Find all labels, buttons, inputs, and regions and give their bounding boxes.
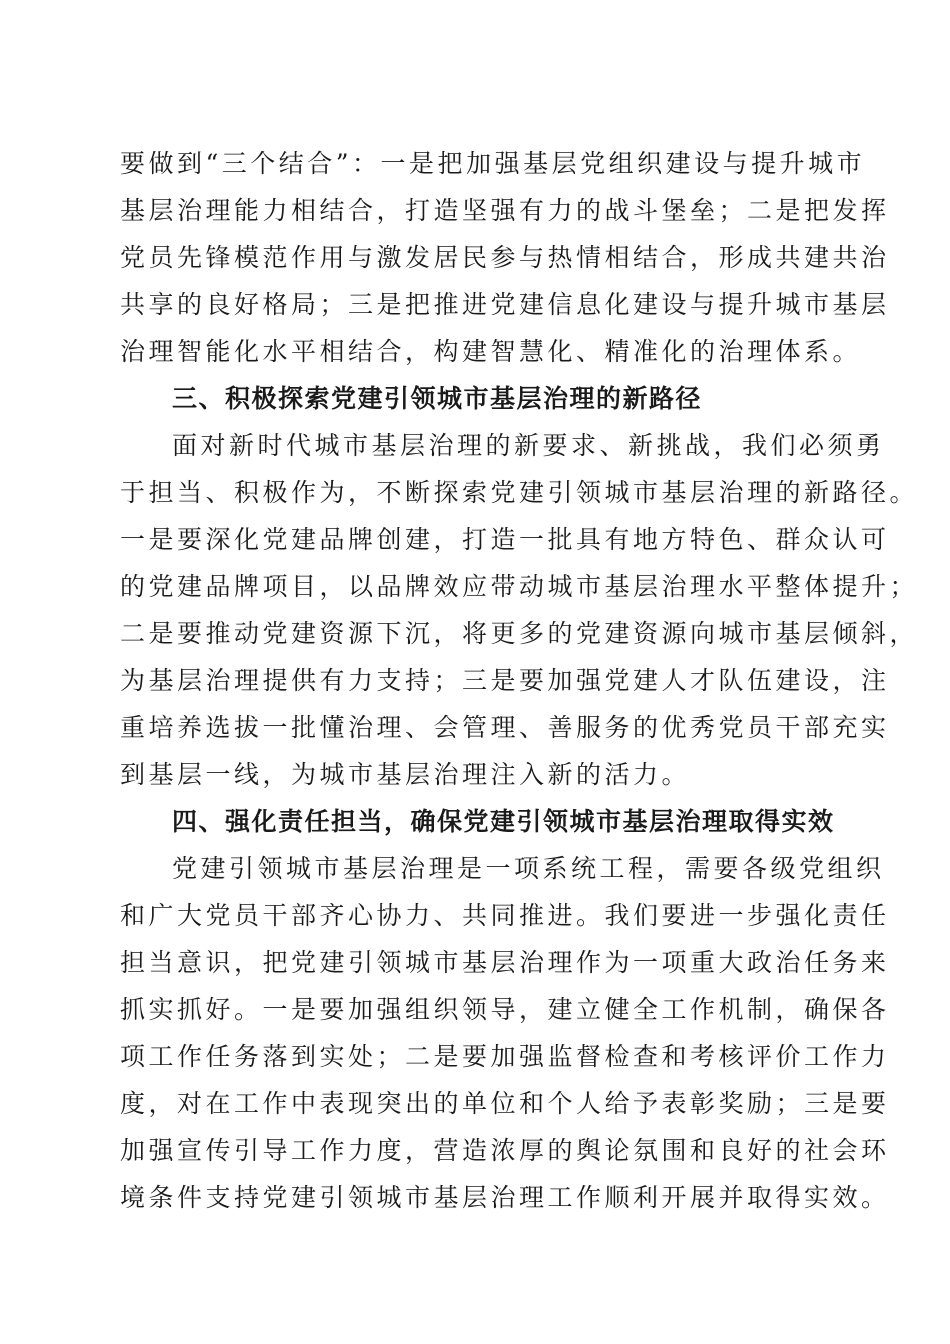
text-line: 重培养选拔一批懂治理、会管理、善服务的优秀党员干部充实 (120, 713, 890, 742)
text-line: 境条件支持党建引领城市基层治理工作顺利开展并取得实效。 (120, 1183, 890, 1212)
section-heading-4: 四、强化责任担当，确保党建引领城市基层治理取得实效 (172, 807, 835, 836)
text-line: 到基层一线，为城市基层治理注入新的活力。 (120, 760, 691, 789)
text-line: 担当意识，把党建引领城市基层治理作为一项重大政治任务来 (120, 948, 890, 977)
paragraph-1 (120, 140, 890, 375)
text-line: 基层治理能力相结合，打造坚强有力的战斗堡垒；二是把发挥 (120, 196, 890, 225)
text-line: 一是要深化党建品牌创建，打造一批具有地方特色、群众认可 (120, 525, 890, 554)
document-body (120, 140, 919, 1221)
text-line: 抓实抓好。一是要加强组织领导，建立健全工作机制，确保各 (120, 995, 890, 1024)
text-line: 面对新时代城市基层治理的新要求、新挑战，我们必须勇 (172, 431, 885, 460)
text-line: 共享的良好格局；三是把推进党建信息化建设与提升城市基层 (120, 290, 890, 319)
text-line: 的党建品牌项目，以品牌效应带动城市基层治理水平整体提升； (120, 572, 919, 601)
text-line: 党建引领城市基层治理是一项系统工程，需要各级党组织 (172, 854, 885, 883)
section-heading-3: 三、积极探索党建引领城市基层治理的新路径 (172, 384, 703, 413)
text-line: 党员先锋模范作用与激发居民参与热情相结合，形成共建共治 (120, 243, 890, 272)
text-line: 度，对在工作中表现突出的单位和个人给予表彰奖励；三是要 (120, 1089, 890, 1118)
text-line: 要做到“三个结合”：一是把加强基层党组织建设与提升城市 (120, 149, 866, 178)
text-line: 加强宣传引导工作力度，营造浓厚的舆论氛围和良好的社会环 (120, 1136, 890, 1165)
text-line: 项工作任务落到实处；二是要加强监督检查和考核评价工作力 (120, 1042, 890, 1071)
text-line: 于担当、积极作为，不断探索党建引领城市基层治理的新路径。 (120, 478, 919, 507)
text-line: 治理智能化水平相结合，构建智慧化、精准化的治理体系。 (120, 337, 862, 366)
text-line: 为基层治理提供有力支持；三是要加强党建人才队伍建设，注 (120, 666, 890, 695)
paragraph-2 (120, 422, 919, 798)
paragraph-3 (120, 845, 890, 1221)
text-line: 和广大党员干部齐心协力、共同推进。我们要进一步强化责任 (120, 901, 890, 930)
text-line: 二是要推动党建资源下沉，将更多的党建资源向城市基层倾斜， (120, 619, 919, 648)
